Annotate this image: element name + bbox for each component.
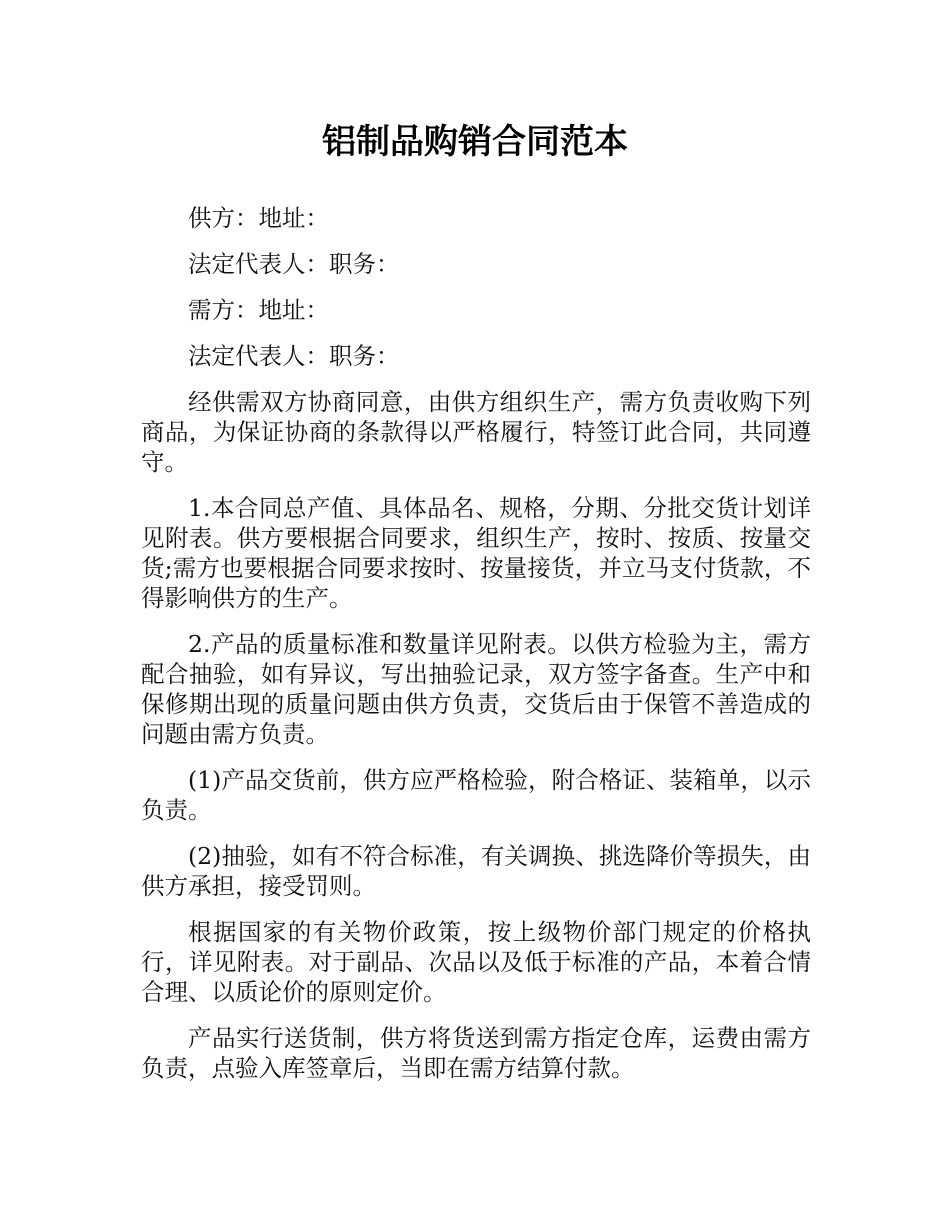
clause-2-item-2-paragraph: (2)抽验，如有不符合标准，有关调换、挑选降价等损失，由供方承担，接受罚则。 bbox=[141, 842, 811, 900]
pricing-paragraph: 根据国家的有关物价政策，按上级物价部门规定的价格执行，详见附表。对于副品、次品以及低于标准的产品，本着合情合理、以质论价的原则定价。 bbox=[141, 918, 811, 1006]
preamble-paragraph: 经供需双方协商同意，由供方组织生产，需方负责收购下列商品，为保证协商的条款得以严格履行，特签订此合同，共同遵守。 bbox=[141, 388, 811, 476]
delivery-paragraph: 产品实行送货制，供方将货送到需方指定仓库，运费由需方负责，点验入库签章后，当即在需方结算付款。 bbox=[141, 1024, 811, 1082]
clause-2-paragraph: 2.产品的质量标准和数量详见附表。以供方检验为主，需方配合抽验，如有异议，写出抽验记录，双方签字备查。生产中和保修期出现的质量问题由供方负责，交货后由于保管不善造成的问题由需方负责。 bbox=[141, 630, 811, 748]
document-body bbox=[141, 203, 811, 1099]
document-title: 铝制品购销合同范本 bbox=[322, 122, 628, 162]
supplier-address-line: 供方：地址： bbox=[188, 204, 329, 232]
buyer-address-line: 需方：地址： bbox=[188, 296, 329, 324]
supplier-representative-line: 法定代表人：职务： bbox=[188, 250, 400, 278]
clause-1-paragraph: 1.本合同总产值、具体品名、规格，分期、分批交货计划详见附表。供方要根据合同要求，组织生产，按时、按质、按量交货;需方也要根据合同要求按时、按量接货，并立马支付货款，不得影响供方的生产。 bbox=[141, 494, 811, 612]
buyer-representative-line: 法定代表人：职务： bbox=[188, 342, 400, 370]
clause-2-item-1-paragraph: (1)产品交货前，供方应严格检验，附合格证、装箱单，以示负责。 bbox=[141, 766, 811, 824]
